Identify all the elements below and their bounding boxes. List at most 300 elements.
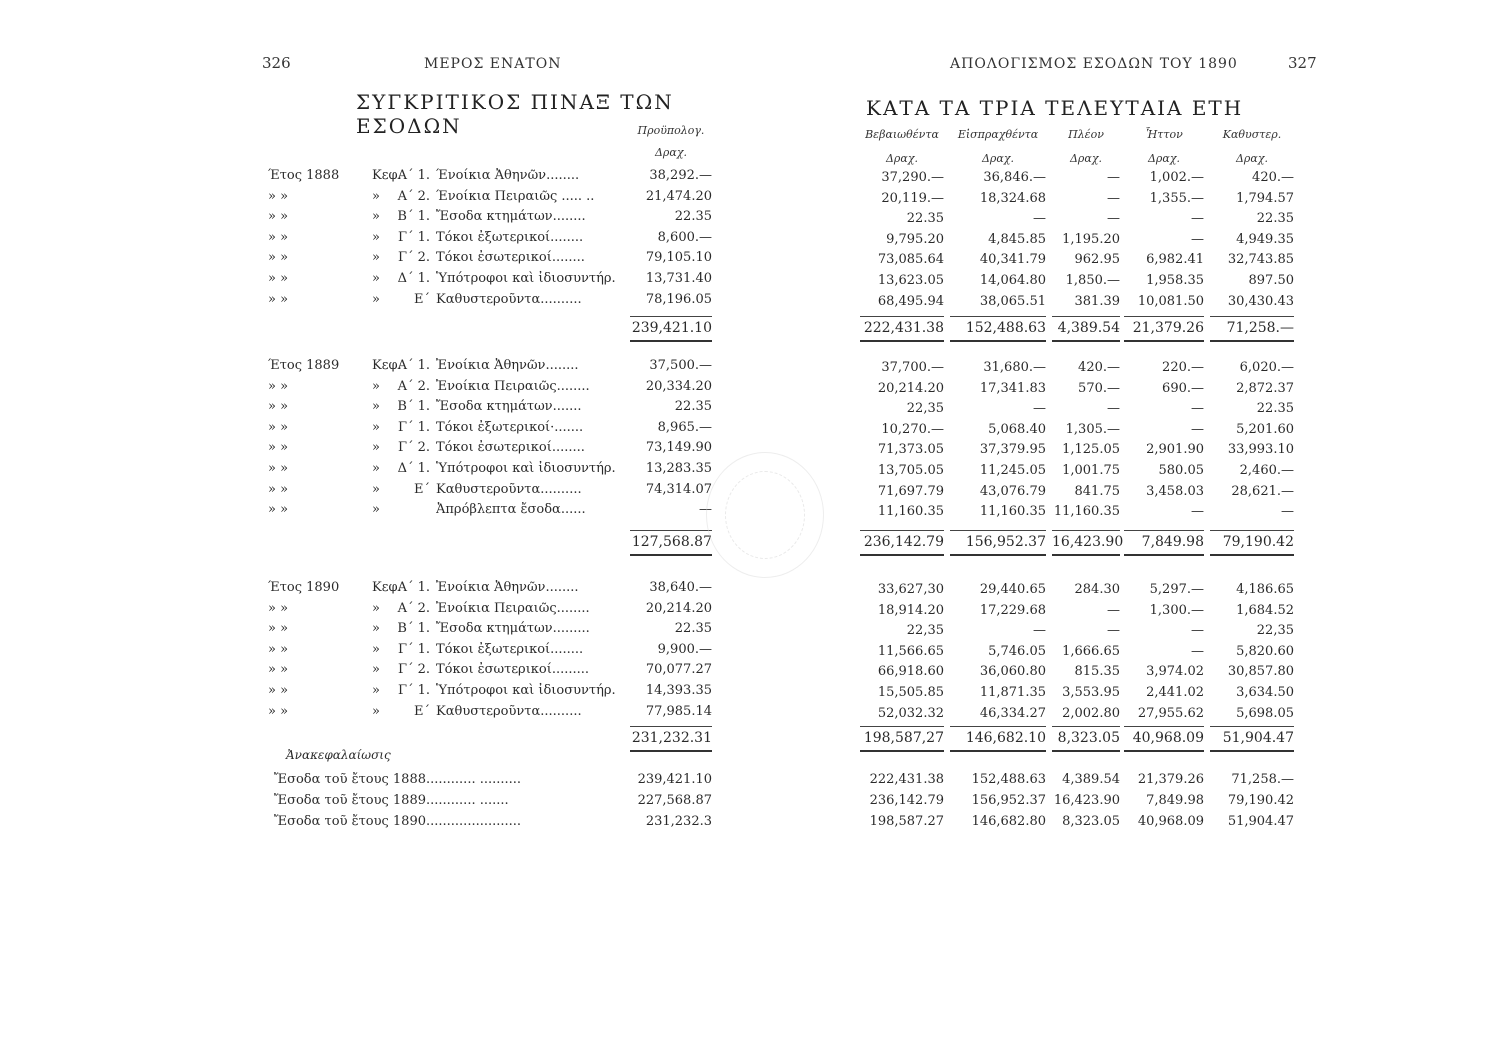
recap-amount: 227,568.87 <box>637 793 712 808</box>
account-row <box>740 461 1500 481</box>
recap-less: 40,968.09 <box>1137 814 1204 829</box>
account-row <box>740 399 1500 419</box>
cell-certified: 13,705.05 <box>877 463 944 478</box>
cell-less: 2,441.02 <box>1146 685 1204 700</box>
account-row <box>740 642 1500 662</box>
row-description: Ἐνοίκια Ἀθηνῶν........ <box>436 580 579 595</box>
cell-certified: 22.35 <box>906 211 944 227</box>
subtotal-rule <box>950 316 1046 317</box>
account-row <box>740 168 1500 188</box>
row-code: Γ΄ 1. <box>397 683 430 698</box>
row-chapter: » <box>372 683 380 698</box>
row-code: Α΄ 1. <box>397 358 430 373</box>
row-budget-amount: 70,077.27 <box>645 662 712 678</box>
row-code: Ε΄ <box>414 291 430 307</box>
row-description: Ἐνοίκια Ἀθηνῶν........ <box>436 358 579 373</box>
cell-certified: 71,697.79 <box>877 483 944 499</box>
cell-collected: 11,160.35 <box>979 504 1046 520</box>
cell-less: 1,002.— <box>1149 170 1204 185</box>
row-description: Καθυστεροῦντα.......... <box>436 291 582 307</box>
total-certified: 222,431.38 <box>863 320 944 336</box>
cell-certified: 22,35 <box>906 401 944 417</box>
cell-collected: 29,440.65 <box>979 582 1046 597</box>
account-row <box>740 580 1500 600</box>
cell-overdue: 5,698.05 <box>1236 705 1294 721</box>
cell-certified: 15,505.85 <box>877 685 944 700</box>
row-year: » » <box>268 271 289 286</box>
right-running-head: ΑΠΟΛΟΓΙΣΜΟΣ ΕΣΟΔΩΝ ΤΟΥ 1890 <box>950 56 1238 72</box>
cell-more: 284.30 <box>1074 582 1120 597</box>
cell-more: 1,001.75 <box>1062 463 1120 478</box>
row-budget-amount: 21,474.20 <box>645 188 712 204</box>
total-double-rule <box>1052 750 1120 752</box>
row-code: Γ΄ 1. <box>397 419 430 435</box>
account-total-row <box>740 532 1500 552</box>
subtotal-rule <box>630 316 712 317</box>
cell-collected: 4,845.85 <box>988 231 1046 247</box>
budget-row <box>0 248 740 268</box>
subtotal-rule <box>1124 316 1204 317</box>
cell-overdue: 3,634.50 <box>1236 685 1294 700</box>
recap-overdue: 71,258.— <box>1231 772 1294 787</box>
right-page <box>740 0 1500 1053</box>
row-year: Έτος 1889 <box>268 358 340 373</box>
recap-row <box>0 770 740 790</box>
budget-row <box>0 599 740 619</box>
right-page-title: ΚΑΤΑ ΤΑ ΤΡΙΑ ΤΕΛΕΥΤΑΙΑ ΕΤΗ <box>866 96 1244 120</box>
subtotal-rule <box>630 530 712 531</box>
row-budget-amount: 8,965.— <box>657 419 712 435</box>
left-page-number: 326 <box>262 54 291 72</box>
row-description: Ἐνοίκια Πειραιῶς........ <box>436 600 590 616</box>
recap-account-row <box>740 791 1500 811</box>
cell-collected: 14,064.80 <box>979 273 1046 288</box>
account-total-row <box>740 318 1500 338</box>
recap-overdue: 51,904.47 <box>1227 814 1294 829</box>
total-double-rule <box>630 750 712 752</box>
recap-more: 4,389.54 <box>1062 772 1120 787</box>
cell-overdue: 22,35 <box>1256 623 1294 639</box>
cell-overdue: 1,684.52 <box>1236 602 1294 618</box>
row-budget-amount: 74,314.07 <box>645 481 712 497</box>
subtotal-rule <box>1210 316 1294 317</box>
row-code: Γ΄ 1. <box>397 641 430 657</box>
cell-less: — <box>1191 211 1204 227</box>
budget-total: 239,421.10 <box>631 320 712 336</box>
total-double-rule <box>950 554 1046 556</box>
budget-row <box>0 290 740 310</box>
row-budget-amount: 37,500.— <box>649 358 712 373</box>
row-year: » » <box>268 378 289 394</box>
row-budget-amount: 8,600.— <box>657 229 712 245</box>
total-collected: 152,488.63 <box>965 320 1046 336</box>
account-row <box>740 230 1500 250</box>
row-code: Α΄ 2. <box>397 600 430 616</box>
row-description: Τόκοι ἐξωτερικοί........ <box>436 229 584 245</box>
column-header-less: Ἧττον <box>1145 128 1183 141</box>
row-description: Καθυστεροῦντα.......... <box>436 481 582 497</box>
row-description: Τόκοι ἐσωτερικοί........ <box>436 440 585 456</box>
cell-overdue: 1,794.57 <box>1236 190 1294 206</box>
cell-more: 1,666.65 <box>1062 643 1120 659</box>
row-year: » » <box>268 250 289 266</box>
subtotal-rule <box>950 726 1046 727</box>
cell-less: 2,901.90 <box>1146 442 1204 458</box>
cell-less: — <box>1191 504 1204 520</box>
cell-collected: 31,680.— <box>983 360 1046 375</box>
budget-row <box>0 187 740 207</box>
row-description: Τόκοι ἐξωτερικοί........ <box>436 641 584 657</box>
cell-overdue: 2,872.37 <box>1236 380 1294 396</box>
unit-overdue: Δραχ. <box>1235 152 1268 165</box>
cell-overdue: 2,460.— <box>1239 463 1294 478</box>
row-year: » » <box>268 440 289 456</box>
subtotal-rule <box>1052 530 1120 531</box>
recap-certified: 236,142.79 <box>869 793 944 808</box>
cell-certified: 33,627,30 <box>877 582 944 597</box>
row-chapter: » <box>372 440 380 456</box>
row-chapter: Κεφ. <box>372 358 402 373</box>
row-chapter: » <box>372 399 380 415</box>
right-page-number: 327 <box>1288 54 1317 72</box>
row-code: Α΄ 1. <box>397 580 430 595</box>
recap-certified: 222,431.38 <box>869 772 944 787</box>
recap-label: Ἔσοδα τοῦ ἔτους 1889............ ....... <box>274 793 509 808</box>
total-more: 16,423.90 <box>1052 534 1124 550</box>
cell-overdue: 5,201.60 <box>1236 421 1294 437</box>
cell-overdue: 30,430.43 <box>1227 293 1294 309</box>
recap-heading: Ἀνακεφαλαίωσις <box>286 748 391 762</box>
row-budget-amount: 13,283.35 <box>645 461 712 476</box>
budget-row <box>0 207 740 227</box>
cell-less: — <box>1191 231 1204 247</box>
row-description: Ὑπότροφοι καὶ ἰδιοσυντήρ. <box>436 271 616 286</box>
unit-more: Δραχ. <box>1069 152 1102 165</box>
recap-amount: 231,232.3 <box>645 814 712 829</box>
cell-collected: 43,076.79 <box>979 483 1046 499</box>
cell-collected: 37,379.95 <box>979 442 1046 458</box>
cell-more: 1,305.— <box>1065 421 1120 437</box>
library-stamp-watermark <box>706 452 824 578</box>
row-budget-amount: 79,105.10 <box>645 250 712 266</box>
cell-more: 1,125.05 <box>1062 442 1120 458</box>
total-double-rule <box>1210 554 1294 556</box>
row-budget-amount: 9,900.— <box>657 641 712 657</box>
row-chapter: » <box>372 662 380 678</box>
total-double-rule <box>1124 750 1204 752</box>
row-year: » » <box>268 399 289 415</box>
row-code: Ε΄ <box>414 703 430 719</box>
cell-more: 962.95 <box>1074 252 1120 268</box>
account-row <box>740 601 1500 621</box>
row-year: » » <box>268 209 289 225</box>
total-double-rule <box>1210 750 1294 752</box>
cell-less: — <box>1191 643 1204 659</box>
cell-collected: — <box>1033 401 1046 417</box>
cell-more: 815.35 <box>1074 664 1120 680</box>
budget-row <box>0 418 740 438</box>
cell-certified: 37,700.— <box>881 360 944 375</box>
cell-certified: 71,373.05 <box>877 442 944 458</box>
total-double-rule <box>630 340 712 342</box>
row-chapter: » <box>372 378 380 394</box>
cell-less: 1,355.— <box>1149 190 1204 206</box>
recap-overdue: 79,190.42 <box>1227 793 1294 808</box>
row-code: Γ΄ 1. <box>397 229 430 245</box>
cell-less: 6,982.41 <box>1146 252 1204 268</box>
row-chapter: » <box>372 502 380 518</box>
total-less: 21,379.26 <box>1132 320 1204 336</box>
row-chapter: » <box>372 209 380 225</box>
row-budget-amount: 22.35 <box>674 399 712 415</box>
cell-collected: 5,068.40 <box>988 421 1046 437</box>
row-year: » » <box>268 291 289 307</box>
row-budget-amount: — <box>699 502 712 518</box>
cell-certified: 11,566.65 <box>877 643 944 659</box>
row-chapter: » <box>372 703 380 719</box>
budget-row <box>0 459 740 479</box>
recap-collected: 156,952.37 <box>971 793 1046 808</box>
total-collected: 146,682.10 <box>965 730 1046 746</box>
row-budget-amount: 20,334.20 <box>645 378 712 394</box>
subtotal-rule <box>860 726 944 727</box>
total-more: 8,323.05 <box>1057 730 1120 746</box>
row-budget-amount: 77,985.14 <box>645 703 712 719</box>
row-description: Τόκοι ἐσωτερικοί......... <box>436 662 590 678</box>
budget-row <box>0 619 740 639</box>
row-description: Τόκοι ἐξωτερικοί·....... <box>436 419 584 435</box>
budget-row <box>0 269 740 289</box>
total-overdue: 79,190.42 <box>1222 534 1294 550</box>
unit-less: Δραχ. <box>1147 152 1180 165</box>
total-certified: 236,142.79 <box>863 534 944 550</box>
budget-total-row <box>0 318 740 338</box>
row-chapter: Κεφ. <box>372 168 402 183</box>
subtotal-rule <box>1210 726 1294 727</box>
left-page <box>0 0 740 1053</box>
account-row <box>740 379 1500 399</box>
recap-less: 21,379.26 <box>1137 772 1204 787</box>
budget-row <box>0 480 740 500</box>
row-chapter: » <box>372 229 380 245</box>
budget-total-row <box>0 532 740 552</box>
row-budget-amount: 22.35 <box>674 209 712 225</box>
cell-certified: 11,160.35 <box>877 504 944 520</box>
recap-account-row <box>740 812 1500 832</box>
cell-less: — <box>1191 623 1204 639</box>
row-year: » » <box>268 683 289 698</box>
budget-total: 231,232.31 <box>631 730 712 746</box>
total-less: 40,968.09 <box>1132 730 1204 746</box>
cell-certified: 22,35 <box>906 623 944 639</box>
account-row <box>740 704 1500 724</box>
account-total-row <box>740 728 1500 748</box>
cell-less: 3,974.02 <box>1146 664 1204 680</box>
row-description: Ἐνοίκια Πειραιῶς........ <box>436 378 590 394</box>
total-double-rule <box>950 750 1046 752</box>
cell-overdue: 28,621.— <box>1231 483 1294 499</box>
row-chapter: » <box>372 621 380 637</box>
budget-row <box>0 640 740 660</box>
total-more: 4,389.54 <box>1057 320 1120 336</box>
recap-label: Ἔσοδα τοῦ ἔτους 1890....................... <box>274 814 522 829</box>
cell-more: — <box>1107 602 1120 618</box>
cell-collected: 11,245.05 <box>979 463 1046 478</box>
row-year: » » <box>268 461 289 476</box>
recap-label: Ἔσοδα τοῦ ἔτους 1888............ .......... <box>274 772 522 787</box>
subtotal-rule <box>1210 530 1294 531</box>
cell-collected: 5,746.05 <box>988 643 1046 659</box>
cell-less: 690.— <box>1162 380 1204 396</box>
account-row <box>740 209 1500 229</box>
row-chapter: » <box>372 250 380 266</box>
recap-account-row <box>740 770 1500 790</box>
cell-more: — <box>1107 190 1120 206</box>
row-code: Α΄ 2. <box>397 188 430 204</box>
account-row <box>740 662 1500 682</box>
cell-certified: 20,119.— <box>881 190 944 206</box>
cell-collected: 36,060.80 <box>979 664 1046 680</box>
cell-more: — <box>1107 401 1120 417</box>
cell-more: 1,850.— <box>1065 273 1120 288</box>
cell-certified: 20,214.20 <box>877 380 944 396</box>
row-code: Γ΄ 2. <box>397 662 430 678</box>
cell-overdue: 420.— <box>1252 170 1294 185</box>
row-year: » » <box>268 419 289 435</box>
cell-certified: 52,032.32 <box>877 705 944 721</box>
cell-overdue: 4,949.35 <box>1236 231 1294 247</box>
cell-overdue: 5,820.60 <box>1236 643 1294 659</box>
total-double-rule <box>1124 554 1204 556</box>
row-budget-amount: 20,214.20 <box>645 600 712 616</box>
left-running-head: ΜΕΡΟΣ ΕΝΑΤΟΝ <box>424 56 562 72</box>
row-code: Γ΄ 2. <box>397 440 430 456</box>
cell-certified: 10,270.— <box>881 421 944 437</box>
cell-more: 570.— <box>1078 380 1120 396</box>
budget-total-row <box>0 728 740 748</box>
cell-certified: 13,623.05 <box>877 273 944 288</box>
budget-unit: Δραχ. <box>654 146 687 159</box>
subtotal-rule <box>1052 316 1120 317</box>
unit-collected: Δραχ. <box>981 152 1014 165</box>
row-description: Ὑπότροφοι καὶ ἰδιοσυντήρ. <box>436 683 616 698</box>
row-year: » » <box>268 621 289 637</box>
account-row <box>740 482 1500 502</box>
recap-row <box>0 791 740 811</box>
cell-less: — <box>1191 401 1204 417</box>
row-code: Β΄ 1. <box>397 399 430 415</box>
row-description: Ὑπότροφοι καὶ ἰδιοσυντήρ. <box>436 461 616 476</box>
cell-less: — <box>1191 421 1204 437</box>
budget-row <box>0 228 740 248</box>
row-code: Δ΄ 1. <box>397 461 430 476</box>
row-chapter: » <box>372 461 380 476</box>
row-description: Ἔσοδα κτημάτων........ <box>436 209 586 225</box>
cell-overdue: 897.50 <box>1248 273 1294 288</box>
budget-row <box>0 660 740 680</box>
cell-certified: 37,290.— <box>881 170 944 185</box>
row-budget-amount: 22.35 <box>674 621 712 637</box>
row-chapter: Κεφ. <box>372 580 402 595</box>
row-code: Β΄ 1. <box>397 621 430 637</box>
budget-row <box>0 500 740 520</box>
row-year: » » <box>268 229 289 245</box>
total-less: 7,849.98 <box>1141 534 1204 550</box>
cell-less: 220.— <box>1162 360 1204 375</box>
total-overdue: 51,904.47 <box>1222 730 1294 746</box>
budget-row <box>0 681 740 701</box>
row-chapter: » <box>372 600 380 616</box>
recap-certified: 198,587.27 <box>869 814 944 829</box>
row-chapter: » <box>372 291 380 307</box>
row-budget-amount: 73,149.90 <box>645 440 712 456</box>
column-header-collected: Εἰσπραχθέντα <box>957 128 1039 141</box>
account-row <box>740 250 1500 270</box>
row-budget-amount: 14,393.35 <box>645 683 712 698</box>
cell-more: 3,553.95 <box>1062 685 1120 700</box>
row-description: Ένοίκια Πειραιῶς ..... .. <box>436 188 595 204</box>
total-double-rule <box>1124 340 1204 342</box>
row-budget-amount: 13,731.40 <box>645 271 712 286</box>
cell-more: 381.39 <box>1074 293 1120 309</box>
cell-less: 1,958.35 <box>1146 273 1204 288</box>
budget-column-header: Προϋπολογ. <box>637 124 705 137</box>
account-row <box>740 621 1500 641</box>
cell-collected: 46,334.27 <box>979 705 1046 721</box>
row-code: Ε΄ <box>414 481 430 497</box>
cell-overdue: 6,020.— <box>1239 360 1294 375</box>
recap-row <box>0 812 740 832</box>
budget-row <box>0 702 740 722</box>
cell-less: 580.05 <box>1158 463 1204 478</box>
row-code: Δ΄ 1. <box>397 271 430 286</box>
cell-certified: 73,085.64 <box>877 252 944 268</box>
total-overdue: 71,258.— <box>1226 320 1294 336</box>
total-double-rule <box>860 750 944 752</box>
row-year: » » <box>268 188 289 204</box>
cell-overdue: 22.35 <box>1256 211 1294 227</box>
cell-overdue: 32,743.85 <box>1227 252 1294 268</box>
row-year: Έτος 1890 <box>268 580 340 595</box>
subtotal-rule <box>1124 726 1204 727</box>
cell-more: 420.— <box>1078 360 1120 375</box>
total-collected: 156,952.37 <box>965 534 1046 550</box>
account-row <box>740 502 1500 522</box>
row-description: Ἀπρόβλεπτα ἔσοδα...... <box>436 502 586 518</box>
total-certified: 198,587,27 <box>863 730 944 746</box>
subtotal-rule <box>950 530 1046 531</box>
total-double-rule <box>860 340 944 342</box>
subtotal-rule <box>1052 726 1120 727</box>
row-year: » » <box>268 600 289 616</box>
total-double-rule <box>950 340 1046 342</box>
cell-more: 2,002.80 <box>1062 705 1120 721</box>
cell-less: 5,297.— <box>1149 582 1204 597</box>
total-double-rule <box>1052 340 1120 342</box>
budget-row <box>0 356 740 376</box>
row-description: Ἔσοδα κτημάτων......... <box>436 621 590 637</box>
cell-overdue: 33,993.10 <box>1227 442 1294 458</box>
account-row <box>740 358 1500 378</box>
row-budget-amount: 38,640.— <box>649 580 712 595</box>
cell-more: — <box>1107 211 1120 227</box>
account-row <box>740 189 1500 209</box>
account-row <box>740 420 1500 440</box>
cell-overdue: 30,857.80 <box>1227 664 1294 680</box>
row-year: » » <box>268 502 289 518</box>
cell-more: — <box>1107 170 1120 185</box>
cell-certified: 9,795.20 <box>886 231 944 247</box>
